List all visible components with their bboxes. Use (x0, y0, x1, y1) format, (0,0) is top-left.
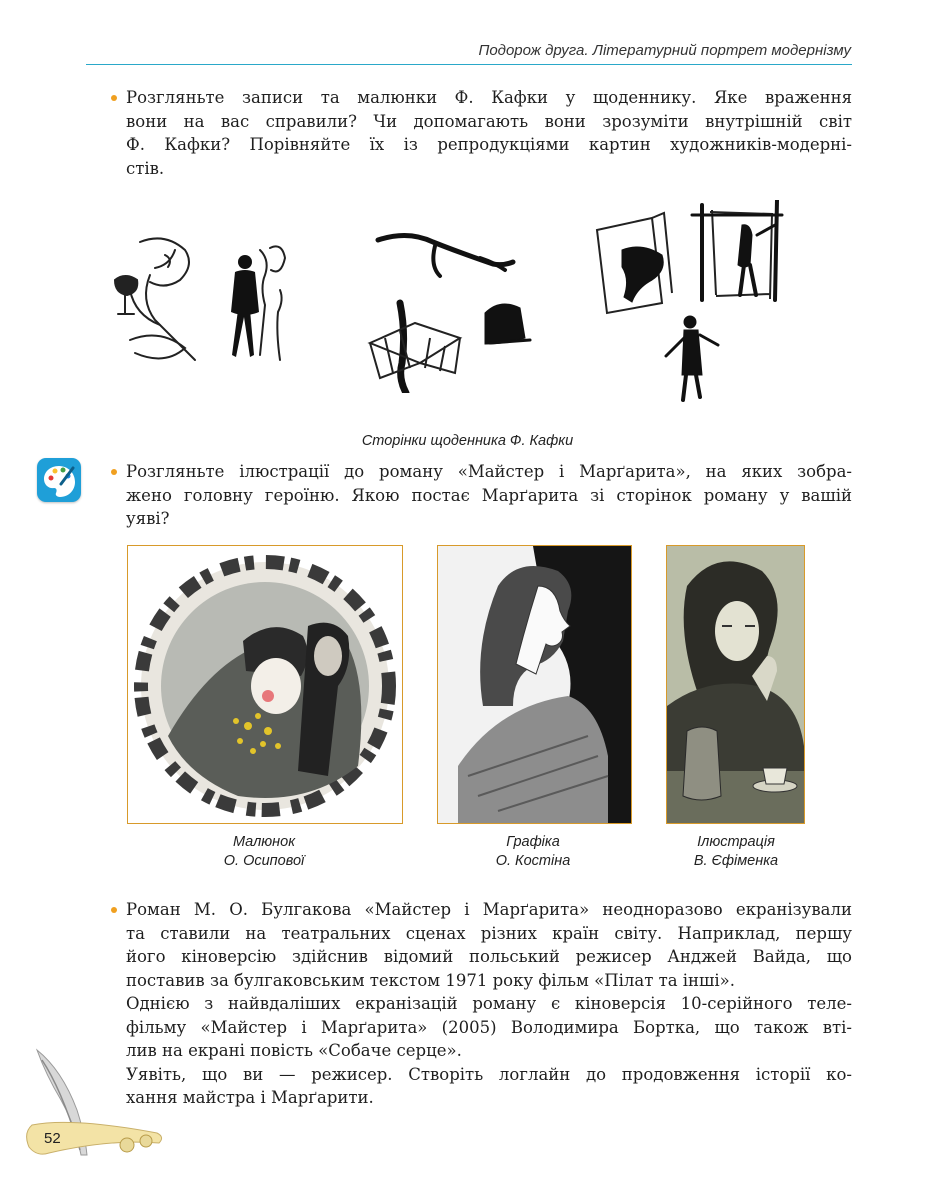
task3-text (126, 898, 852, 1110)
task1-text (126, 86, 852, 180)
text-line: вони на вас справили? Чи допомагають вони зрозуміти внутрішній світ (126, 111, 852, 131)
text-line: Роман М. О. Булгакова «Майстер і Марґарита» неодноразово екранізували (126, 900, 852, 919)
text-line: стів. (126, 158, 165, 178)
text-line: Уявіть, що ви — режисер. Створіть логлайн до продовження історії ко- (126, 1064, 852, 1084)
caption-line: Ілюстрація (697, 834, 775, 850)
illustration-kostin (437, 545, 632, 824)
header-rule (86, 64, 852, 65)
text-line: фільму «Майстер і Марґарита» (2005) Володимира Бортка, що також вті- (126, 1017, 852, 1037)
text-line: хання майстра і Марґарити. (126, 1088, 374, 1107)
illustration-yefimenko (666, 545, 805, 824)
kafka-sketch-center (360, 228, 560, 393)
caption-yefimenko (636, 833, 836, 871)
illustration-osipova (127, 545, 403, 824)
caption-line: В. Єфіменка (693, 853, 779, 869)
text-line: уяві? (126, 509, 170, 528)
caption-kostin (433, 833, 633, 871)
caption-osipova (164, 833, 364, 871)
caption-line: О. Костіна (495, 853, 571, 869)
text-line: жено головну героїню. Якою постає Марґарита зі сторінок роману у вашій (126, 485, 852, 505)
text-line: Розгляньте записи та малюнки Ф. Кафки у щоденнику. Яке враження (126, 88, 852, 107)
palette-icon (37, 458, 81, 502)
kafka-sketch-right (592, 200, 792, 410)
text-line: лив на екрані повість «Собаче серце». (126, 1041, 462, 1060)
page-number: 52 (44, 1130, 61, 1147)
text-line: та ставили на театральних сценах різних країн світу. Наприклад, першу (126, 923, 852, 943)
caption-line: Малюнок (232, 834, 296, 850)
bullet (111, 907, 117, 913)
bullet (111, 469, 117, 475)
text-line: його кіноверсію здійснив відомий польський режисер Анджей Вайда, що (126, 947, 852, 966)
caption-line: О. Осипової (223, 853, 305, 869)
text-line: Однією з найвдаліших екранізацій роману є кіноверсія 10-серійного теле- (126, 994, 852, 1013)
text-line: Розгляньте ілюстрації до роману «Майстер і Марґарита», на яких зобра- (126, 462, 852, 481)
task2-text (126, 460, 852, 531)
kafka-sketch-left (110, 230, 310, 375)
running-title: Подорож друга. Літературний портрет модернізму (478, 42, 851, 59)
quill-icon (22, 1045, 167, 1165)
kafka-caption: Сторінки щоденника Ф. Кафки (361, 433, 574, 449)
bullet (111, 95, 117, 101)
text-line: поставив за булгаковським текстом 1971 року фільм «Пілат та інші». (126, 970, 736, 990)
caption-line: Графіка (506, 834, 560, 850)
text-line: Ф. Кафки? Порівняйте їх із репродукціями картин художників-модерні- (126, 135, 852, 154)
